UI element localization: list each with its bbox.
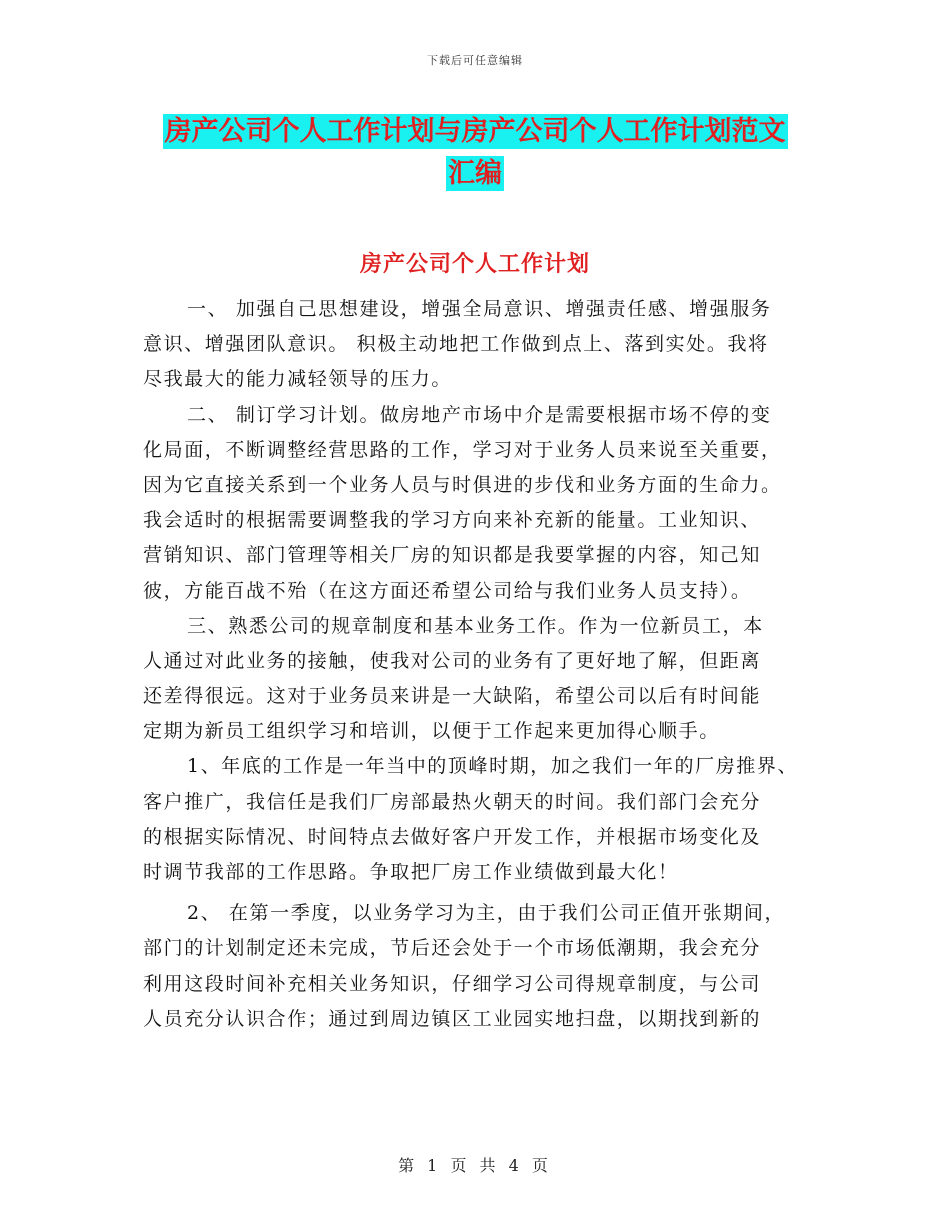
body-text bbox=[143, 292, 823, 1037]
document-title-line-1 bbox=[140, 108, 810, 156]
paragraph-line: 部门的计划制定还未完成，节后还会处于一个市场低潮期，我会充分 bbox=[143, 937, 762, 960]
paragraph-line: 人通过对此业务的接触，使我对公司的业务有了更好地了解，但距离 bbox=[143, 649, 762, 672]
paragraph-line: 1、年底的工作是一年当中的顶峰时期，加之我们一年的厂房推界、 bbox=[187, 755, 799, 778]
paragraph-line: 营销知识、部门管理等相关厂房的知识都是我要掌握的内容，知己知 bbox=[143, 544, 762, 567]
paragraph-line: 利用这段时间补充相关业务知识，仔细学习公司得规章制度，与公司 bbox=[143, 972, 762, 995]
paragraph-line: 人员充分认识合作；通过到周边镇区工业园实地扫盘，以期找到新的 bbox=[143, 1007, 762, 1030]
page-footer: 第 1 页 共 4 页 bbox=[398, 1156, 552, 1175]
paragraph-line: 意识、增强团队意识。 积极主动地把工作做到点上、落到实处。我将 bbox=[143, 333, 769, 356]
section-title: 房产公司个人工作计划 bbox=[359, 251, 590, 277]
paragraph-line: 的根据实际情况、时间特点去做好客户开发工作，并根据市场变化及 bbox=[143, 825, 762, 848]
paragraph-line: 彼，方能百战不殆（在这方面还希望公司给与我们业务人员支持）。 bbox=[143, 579, 752, 602]
paragraph-line: 2、 在第一季度，以业务学习为主，由于我们公司正值开张期间， bbox=[187, 902, 786, 925]
paragraph-line: 一、 加强自己思想建设，增强全局意识、增强责任感、增强服务 bbox=[187, 298, 772, 320]
paragraph-line: 客户推广，我信任是我们厂房部最热火朝天的时间。我们部门会充分 bbox=[143, 790, 762, 813]
document-title-line-2 bbox=[140, 150, 810, 198]
header-note: 下载后可任意编辑 bbox=[427, 54, 523, 67]
paragraph-line: 我会适时的根据需要调整我的学习方向来补充新的能量。工业知识、 bbox=[143, 509, 762, 532]
paragraph-line: 化局面，不断调整经营思路的工作，学习对于业务人员来说至关重要， bbox=[143, 438, 782, 461]
paragraph-line: 二、 制订学习计划。做房地产市场中介是需要根据市场不停的变 bbox=[187, 403, 772, 426]
title-highlight: 房产公司个人工作计划与房产公司个人工作计划范文 bbox=[164, 116, 786, 147]
title-highlight: 汇编 bbox=[448, 158, 502, 189]
paragraph-line: 因为它直接关系到一个业务人员与时俱进的步伐和业务方面的生命力。 bbox=[143, 473, 782, 496]
paragraph-line: 时调节我部的工作思路。争取把厂房工作业绩做到最大化！ bbox=[143, 861, 679, 883]
paragraph-line: 定期为新员工组织学习和培训，以便于工作起来更加得心顺手。 bbox=[143, 720, 720, 743]
paragraph-line: 三、熟悉公司的规章制度和基本业务工作。作为一位新员工，本 bbox=[187, 614, 764, 637]
paragraph-line: 尽我最大的能力减轻领导的压力。 bbox=[143, 368, 453, 391]
paragraph-line: 还差得很远。这对于业务员来讲是一大缺陷，希望公司以后有时间能 bbox=[143, 685, 762, 708]
